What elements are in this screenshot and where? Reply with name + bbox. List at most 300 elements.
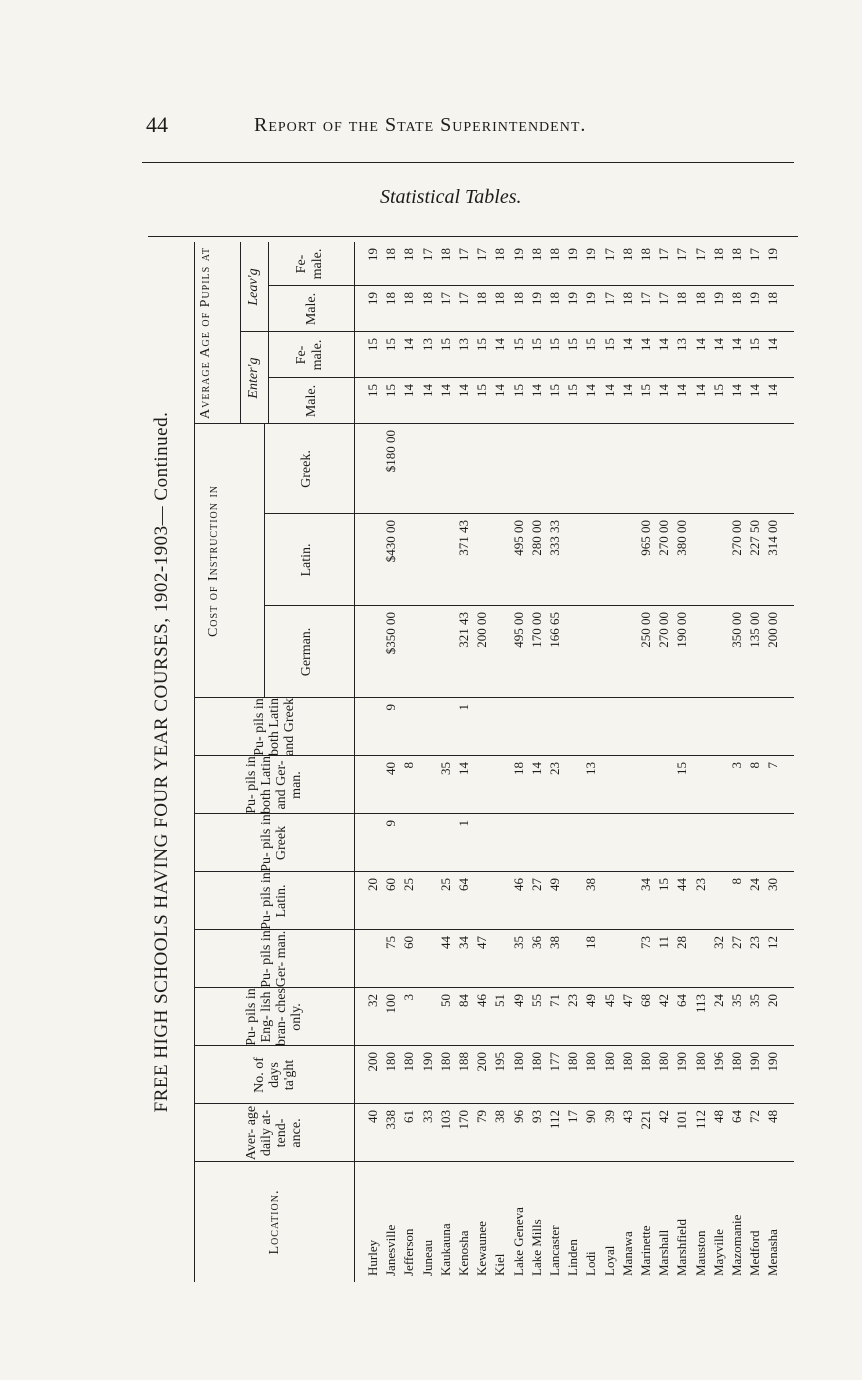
header-greek: Pu- pils in Greek xyxy=(259,814,289,872)
cell-ef: 14 xyxy=(656,338,672,351)
cell-days: 180 xyxy=(383,1052,399,1072)
cell-days: 180 xyxy=(401,1052,417,1072)
cell-eng: 55 xyxy=(528,994,544,1007)
cell-eng: 3 xyxy=(401,994,417,1001)
cell-location: Loyal xyxy=(601,1245,617,1276)
cell-lgr: 9 xyxy=(383,704,399,711)
cell-ef: 14 xyxy=(492,338,508,351)
header-age-group: Average Age of Pupils at xyxy=(198,247,213,419)
header-enter-male: Male. xyxy=(304,384,319,418)
table-row xyxy=(639,242,653,1282)
cell-lat: 24 xyxy=(747,878,763,891)
cell-lf: 18 xyxy=(619,248,635,261)
cell-lm: 18 xyxy=(547,292,562,305)
cell-ger: 11 xyxy=(656,936,672,949)
cell-cgrk: $180 00 xyxy=(383,430,399,473)
cell-lg: 23 xyxy=(547,762,562,775)
cell-lat: 34 xyxy=(638,878,653,891)
cell-lf: 17 xyxy=(692,248,708,261)
header-cost-greek: Greek. xyxy=(299,450,314,488)
cell-cger: 350 00 xyxy=(729,612,744,648)
cell-att: 38 xyxy=(492,1110,508,1123)
table-row xyxy=(493,242,507,1282)
header-latin: Pu- pils in Latin. xyxy=(259,872,289,930)
table-row xyxy=(675,242,689,1282)
cell-ef: 13 xyxy=(456,338,471,351)
cell-em: 14 xyxy=(692,384,708,397)
cell-lm: 17 xyxy=(601,292,617,305)
cell-lm: 18 xyxy=(474,292,490,305)
cell-eng: 49 xyxy=(510,994,526,1007)
cell-eng: 45 xyxy=(601,994,617,1007)
cell-location: Lancaster xyxy=(547,1225,562,1276)
cell-lat: 30 xyxy=(765,878,781,891)
cell-clat: $430 00 xyxy=(383,520,399,563)
cell-eng: 46 xyxy=(474,994,490,1007)
table-row xyxy=(421,242,435,1282)
table-row xyxy=(584,242,598,1282)
cell-lat: 25 xyxy=(437,878,453,891)
cell-lf: 18 xyxy=(528,248,544,261)
cell-lm: 17 xyxy=(437,292,453,305)
cell-cger: 495 00 xyxy=(510,612,526,648)
cell-location: Kiel xyxy=(492,1253,508,1276)
cell-em: 14 xyxy=(747,384,763,397)
table-row xyxy=(748,242,762,1282)
cell-em: 14 xyxy=(619,384,635,397)
cell-att: 17 xyxy=(565,1110,581,1123)
cell-days: 180 xyxy=(565,1052,581,1072)
cell-att: 338 xyxy=(383,1110,399,1130)
cell-lf: 19 xyxy=(510,248,526,261)
cell-ger: 44 xyxy=(437,936,453,949)
cell-eng: 24 xyxy=(710,994,726,1007)
cell-days: 200 xyxy=(365,1052,380,1072)
page-number: 44 xyxy=(146,112,168,137)
cell-eng: 113 xyxy=(692,994,708,1014)
cell-lm: 18 xyxy=(383,292,399,305)
cell-lm: 17 xyxy=(638,292,653,305)
cell-eng: 35 xyxy=(747,994,763,1007)
cell-cger: 170 00 xyxy=(528,612,544,648)
cell-eng: 84 xyxy=(456,994,471,1007)
cell-lg: 18 xyxy=(510,762,526,775)
cell-days: 180 xyxy=(601,1052,617,1072)
header-cost-german: German. xyxy=(299,627,314,677)
cell-em: 14 xyxy=(437,384,453,397)
cell-eng: 51 xyxy=(492,994,508,1007)
cell-cger: $350 00 xyxy=(383,612,399,655)
cell-days: 180 xyxy=(638,1052,653,1072)
cell-ef: 15 xyxy=(747,338,763,351)
cell-lat: 44 xyxy=(674,878,690,891)
cell-lg: 15 xyxy=(674,762,690,775)
cell-em: 15 xyxy=(565,384,581,397)
cell-clat: 280 00 xyxy=(528,520,544,556)
cell-cger: 200 00 xyxy=(765,612,781,648)
cell-att: 170 xyxy=(456,1110,471,1130)
cell-att: 101 xyxy=(674,1110,690,1130)
cell-grk: 1 xyxy=(456,820,471,827)
cell-lgr: 1 xyxy=(456,704,471,711)
cell-clat: 270 00 xyxy=(656,520,672,556)
cell-clat: 965 00 xyxy=(638,520,653,556)
cell-lf: 17 xyxy=(674,248,690,261)
cell-ger: 73 xyxy=(638,936,653,949)
cell-att: 221 xyxy=(638,1110,653,1130)
cell-days: 180 xyxy=(656,1052,672,1072)
header-leave-male: Male. xyxy=(304,292,319,326)
cell-location: Kaukauna xyxy=(437,1223,453,1276)
cell-lf: 17 xyxy=(456,248,471,261)
cell-att: 39 xyxy=(601,1110,617,1123)
cell-lf: 18 xyxy=(492,248,508,261)
cell-eng: 71 xyxy=(547,994,562,1007)
cell-em: 15 xyxy=(547,384,562,397)
cell-ef: 15 xyxy=(547,338,562,351)
cell-att: 48 xyxy=(710,1110,726,1123)
table-row xyxy=(766,242,780,1282)
cell-ef: 14 xyxy=(638,338,653,351)
cell-ef: 15 xyxy=(601,338,617,351)
cell-ef: 15 xyxy=(365,338,380,351)
cell-ef: 14 xyxy=(710,338,726,351)
cell-ger: 75 xyxy=(383,936,399,949)
cell-lf: 19 xyxy=(565,248,581,261)
cell-lm: 18 xyxy=(401,292,417,305)
cell-ger: 38 xyxy=(547,936,562,949)
cell-att: 93 xyxy=(528,1110,544,1123)
table-row xyxy=(475,242,489,1282)
cell-lm: 18 xyxy=(492,292,508,305)
cell-att: 43 xyxy=(619,1110,635,1123)
header-cost-group: Cost of Instruction in xyxy=(206,484,221,638)
cost-sub-rule xyxy=(264,424,265,698)
cell-em: 14 xyxy=(765,384,781,397)
cell-ef: 15 xyxy=(583,338,599,351)
cell-lg: 14 xyxy=(528,762,544,775)
cell-location: Mazomanie xyxy=(729,1214,744,1276)
cell-lm: 18 xyxy=(692,292,708,305)
table-frame xyxy=(194,242,794,1282)
cell-clat: 371 43 xyxy=(456,520,471,556)
cell-eng: 47 xyxy=(619,994,635,1007)
cell-days: 180 xyxy=(619,1052,635,1072)
cell-lat: 8 xyxy=(729,878,744,885)
table-row xyxy=(566,242,580,1282)
cell-em: 14 xyxy=(401,384,417,397)
table-row xyxy=(730,242,744,1282)
cell-days: 180 xyxy=(729,1052,744,1072)
cell-lm: 17 xyxy=(656,292,672,305)
cell-lf: 18 xyxy=(383,248,399,261)
age-sub-rule-2 xyxy=(268,242,269,424)
cell-att: 103 xyxy=(437,1110,453,1130)
cell-em: 14 xyxy=(656,384,672,397)
cell-cger: 321 43 xyxy=(456,612,471,648)
cell-att: 42 xyxy=(656,1110,672,1123)
cell-days: 190 xyxy=(747,1052,763,1072)
header-enter-female: Fe- male. xyxy=(294,339,325,371)
cell-ef: 14 xyxy=(619,338,635,351)
cell-eng: 35 xyxy=(729,994,744,1007)
cell-eng: 68 xyxy=(638,994,653,1007)
cell-cger: 200 00 xyxy=(474,612,490,648)
cell-em: 15 xyxy=(510,384,526,397)
cell-location: Janesville xyxy=(383,1224,399,1276)
cell-ger: 47 xyxy=(474,936,490,949)
cell-days: 190 xyxy=(765,1052,781,1072)
cell-days: 190 xyxy=(674,1052,690,1072)
cell-att: 112 xyxy=(692,1110,708,1130)
cell-lat: 46 xyxy=(510,878,526,891)
section-title: Statistical Tables. xyxy=(380,186,522,208)
table-row xyxy=(548,242,562,1282)
header-english: Pu- pils in Eng- lish bran- ches only. xyxy=(244,988,304,1046)
cell-lf: 17 xyxy=(747,248,763,261)
cell-lf: 18 xyxy=(547,248,562,261)
cell-ef: 15 xyxy=(510,338,526,351)
cell-location: Menasha xyxy=(765,1229,781,1276)
cell-att: 72 xyxy=(747,1110,763,1123)
cell-ef: 14 xyxy=(692,338,708,351)
cell-ef: 15 xyxy=(474,338,490,351)
cell-lf: 18 xyxy=(710,248,726,261)
cell-ger: 34 xyxy=(456,936,471,949)
cell-lg: 3 xyxy=(729,762,744,769)
table-row xyxy=(621,242,635,1282)
cell-ger: 18 xyxy=(583,936,599,949)
cell-lf: 18 xyxy=(638,248,653,261)
table-row xyxy=(603,242,617,1282)
cell-ger: 36 xyxy=(528,936,544,949)
cell-days: 190 xyxy=(419,1052,435,1072)
cell-days: 180 xyxy=(692,1052,708,1072)
cell-em: 14 xyxy=(419,384,435,397)
header-location: Location. xyxy=(266,1189,282,1255)
running-head: Report of the State Superintendent. xyxy=(254,114,587,136)
header-attendance: Aver- age daily at- tend- ance. xyxy=(244,1105,304,1161)
cell-location: Linden xyxy=(565,1239,581,1276)
table-row xyxy=(530,242,544,1282)
cell-days: 180 xyxy=(583,1052,599,1072)
cell-location: Lodi xyxy=(583,1251,599,1276)
cell-cger: 135 00 xyxy=(747,612,763,648)
cell-ger: 27 xyxy=(729,936,744,949)
cell-ef: 14 xyxy=(765,338,781,351)
cell-lat: 49 xyxy=(547,878,562,891)
cell-cger: 250 00 xyxy=(638,612,653,648)
cell-em: 14 xyxy=(601,384,617,397)
cell-em: 15 xyxy=(638,384,653,397)
cell-att: 112 xyxy=(547,1110,562,1130)
cell-ef: 14 xyxy=(729,338,744,351)
cell-ef: 14 xyxy=(401,338,417,351)
age-sub-rule xyxy=(240,242,241,424)
cell-lat: 20 xyxy=(365,878,380,891)
table-row xyxy=(712,242,726,1282)
cell-lg: 8 xyxy=(401,762,417,769)
cell-days: 180 xyxy=(510,1052,526,1072)
cell-ger: 23 xyxy=(747,936,763,949)
cell-eng: 50 xyxy=(437,994,453,1007)
cell-lf: 18 xyxy=(437,248,453,261)
cell-em: 15 xyxy=(474,384,490,397)
cell-lat: 27 xyxy=(528,878,544,891)
cell-location: Medford xyxy=(747,1230,763,1276)
cell-lm: 18 xyxy=(765,292,781,305)
cell-location: Manawa xyxy=(619,1231,635,1276)
cell-location: Jefferson xyxy=(401,1228,417,1276)
cell-location: Juneau xyxy=(419,1239,435,1276)
header-days: No. of days ta'ght xyxy=(251,1057,297,1093)
cell-lat: 25 xyxy=(401,878,417,891)
cell-lg: 40 xyxy=(383,762,399,775)
cell-location: Marinette xyxy=(638,1225,653,1276)
table-title: FREE HIGH SCHOOLS HAVING FOUR YEAR COURSES, 1902-1903— Continued. xyxy=(151,411,172,1113)
cell-att: 79 xyxy=(474,1110,490,1123)
cell-lf: 17 xyxy=(601,248,617,261)
cell-days: 180 xyxy=(437,1052,453,1072)
cell-ger: 28 xyxy=(674,936,690,949)
cell-location: Kewaunee xyxy=(474,1221,490,1276)
table-row xyxy=(512,242,526,1282)
cell-lm: 19 xyxy=(528,292,544,305)
cell-cger: 270 00 xyxy=(656,612,672,648)
table-row xyxy=(366,242,380,1282)
cell-eng: 42 xyxy=(656,994,672,1007)
table-row xyxy=(439,242,453,1282)
cell-days: 177 xyxy=(547,1052,562,1072)
cell-ef: 15 xyxy=(565,338,581,351)
cell-days: 188 xyxy=(456,1052,471,1072)
cell-eng: 23 xyxy=(565,994,581,1007)
statistics-table xyxy=(142,242,797,1282)
cell-att: 40 xyxy=(365,1110,380,1123)
cell-ger: 12 xyxy=(765,936,781,949)
cell-clat: 270 00 xyxy=(729,520,744,556)
cell-cger: 166 65 xyxy=(547,612,562,648)
cell-att: 90 xyxy=(583,1110,599,1123)
cell-lat: 15 xyxy=(656,878,672,891)
cell-lm: 19 xyxy=(565,292,581,305)
cell-lat: 60 xyxy=(383,878,399,891)
page-header xyxy=(0,112,862,142)
cell-clat: 333 33 xyxy=(547,520,562,556)
header-latin-greek: Pu- pils in both Latin and Greek xyxy=(251,698,297,756)
cell-lf: 18 xyxy=(729,248,744,261)
cell-em: 14 xyxy=(583,384,599,397)
table-row xyxy=(657,242,671,1282)
cell-em: 15 xyxy=(365,384,380,397)
table-row xyxy=(384,242,398,1282)
cell-lat: 38 xyxy=(583,878,599,891)
cell-lm: 18 xyxy=(510,292,526,305)
header-latin-german: Pu- pils in both Latin and Ger- man. xyxy=(244,756,304,814)
cell-lf: 19 xyxy=(765,248,781,261)
cell-grk: 9 xyxy=(383,820,399,827)
cell-location: Mauston xyxy=(692,1230,708,1276)
cell-ef: 15 xyxy=(383,338,399,351)
table-row xyxy=(457,242,471,1282)
cell-location: Lake Geneva xyxy=(510,1207,526,1276)
cell-ger: 35 xyxy=(510,936,526,949)
cell-lf: 19 xyxy=(365,248,380,261)
cell-att: 61 xyxy=(401,1110,417,1123)
header-leave-female: Fe- male. xyxy=(294,248,325,280)
cell-ger: 60 xyxy=(401,936,417,949)
cell-location: Marshall xyxy=(656,1229,672,1276)
cell-eng: 32 xyxy=(365,994,380,1007)
cell-location: Hurley xyxy=(365,1239,380,1276)
cell-clat: 314 00 xyxy=(765,520,781,556)
cell-em: 14 xyxy=(456,384,471,397)
cell-lm: 18 xyxy=(419,292,435,305)
cell-eng: 49 xyxy=(583,994,599,1007)
header-cost-latin: Latin. xyxy=(299,543,314,577)
cell-location: Kenosha xyxy=(456,1230,471,1276)
cell-eng: 20 xyxy=(765,994,781,1007)
cell-em: 15 xyxy=(710,384,726,397)
header-german: Pu- pils in Ger- man. xyxy=(259,930,289,988)
cell-lm: 18 xyxy=(729,292,744,305)
header-rule xyxy=(142,162,794,163)
cell-em: 14 xyxy=(729,384,744,397)
cell-lat: 64 xyxy=(456,878,471,891)
cell-lm: 18 xyxy=(674,292,690,305)
cell-lg: 35 xyxy=(437,762,453,775)
table-row xyxy=(694,242,708,1282)
cell-eng: 64 xyxy=(674,994,690,1007)
cell-cger: 190 00 xyxy=(674,612,690,648)
header-leaving: Leav'g xyxy=(246,268,261,306)
cell-em: 14 xyxy=(528,384,544,397)
cell-eng: 100 xyxy=(383,994,399,1014)
cell-lf: 17 xyxy=(474,248,490,261)
cell-lg: 8 xyxy=(747,762,763,769)
cell-ger: 32 xyxy=(710,936,726,949)
cell-att: 48 xyxy=(765,1110,781,1123)
cell-lf: 17 xyxy=(419,248,435,261)
cell-lf: 17 xyxy=(656,248,672,261)
cell-ef: 15 xyxy=(437,338,453,351)
cell-lg: 7 xyxy=(765,762,781,769)
cell-days: 196 xyxy=(710,1052,726,1072)
cell-lm: 17 xyxy=(456,292,471,305)
cell-lg: 13 xyxy=(583,762,599,775)
cell-days: 195 xyxy=(492,1052,508,1072)
cell-location: Lake Mills xyxy=(528,1219,544,1276)
section-rule xyxy=(148,236,798,237)
cell-em: 14 xyxy=(492,384,508,397)
cell-lm: 19 xyxy=(710,292,726,305)
cell-ef: 13 xyxy=(674,338,690,351)
cell-days: 180 xyxy=(528,1052,544,1072)
cell-location: Mayville xyxy=(710,1229,726,1276)
cell-lf: 18 xyxy=(401,248,417,261)
cell-em: 15 xyxy=(383,384,399,397)
cell-lm: 19 xyxy=(583,292,599,305)
cell-lg: 14 xyxy=(456,762,471,775)
cell-lm: 18 xyxy=(619,292,635,305)
cell-location: Marshfield xyxy=(674,1218,690,1276)
cell-em: 14 xyxy=(674,384,690,397)
cell-days: 200 xyxy=(474,1052,490,1072)
cell-att: 64 xyxy=(729,1110,744,1123)
cell-att: 33 xyxy=(419,1110,435,1123)
cell-clat: 495 00 xyxy=(510,520,526,556)
header-bottom-rule xyxy=(354,242,355,1282)
